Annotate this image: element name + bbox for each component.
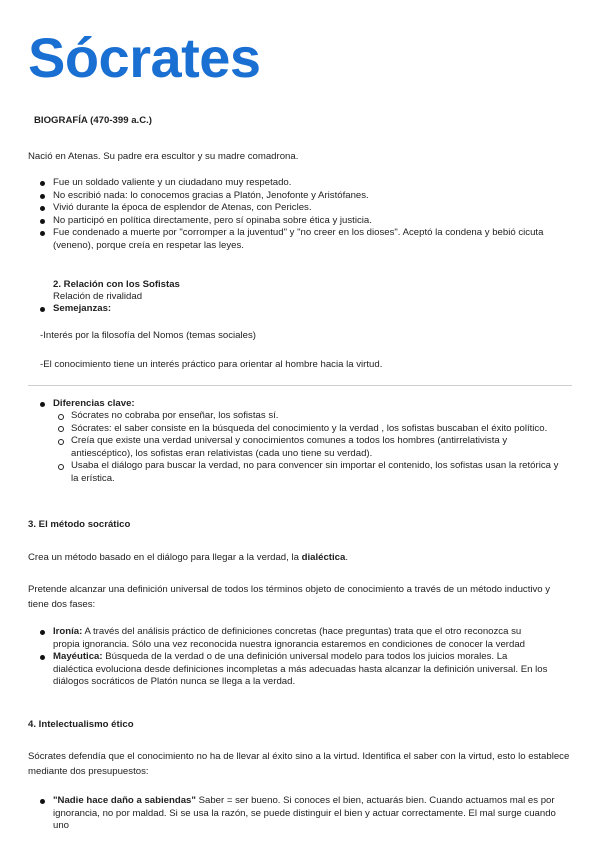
biography-list xyxy=(38,177,570,253)
list-item: No escribió nada: lo conocemos gracias a Platón, Jenofonte y Aristófanes. xyxy=(38,190,570,203)
differences-label: Diferencias clave: xyxy=(38,398,538,411)
list-item: Sócrates: el saber consiste en la búsqueda del conocimiento y la verdad , los sofistas buscaban el éxito político. xyxy=(56,423,568,436)
differences-items xyxy=(56,410,568,486)
intelectualismo-paragraph: Sócrates defendía que el conocimiento no ha de llevar al éxito sino a la virtud. Identifica el saber con la virtud, esto lo establece mediante dos presupuestos: xyxy=(28,751,570,777)
similarities-label: Semejanzas: xyxy=(38,303,538,316)
metodo-line-1: Crea un método basado en el diálogo para llegar a la verdad, la dialéctica. xyxy=(28,552,349,563)
similarities-list xyxy=(38,303,538,316)
list-item: Creía que existe una verdad universal y conocimientos comunes a todos los hombres (antirrelativista y antiescéptico), los sofistas eran relativistas (cada uno tiene su verdad). xyxy=(56,435,568,460)
dialectica-term: dialéctica xyxy=(301,552,346,563)
page-title: Sócrates xyxy=(28,26,261,89)
divider xyxy=(28,385,572,386)
similarity-1: -Interés por la filosofía del Nomos (temas sociales) xyxy=(40,330,256,341)
presupuesto-item: "Nadie hace daño a sabiendas" Saber = ser bueno. Si conoces el bien, actuarás bien. Cuando actuamos mal es por ignorancia, no por maldad. Si se usa la razón, se puede distinguir el bien y actuar correctamente. El mal surge cuando uno xyxy=(38,795,568,833)
intro-text: Nació en Atenas. Su padre era escultor y su madre comadrona. xyxy=(28,151,299,162)
biography-heading: BIOGRAFÍA (470-399 a.C.) xyxy=(34,115,152,126)
list-item: Fue un soldado valiente y un ciudadano muy respetado. xyxy=(38,177,570,190)
list-item: Vivió durante la época de esplendor de Atenas, con Pericles. xyxy=(38,202,570,215)
differences-list xyxy=(38,398,538,411)
list-item: Fue condenado a muerte por "corromper a la juventud" y "no creer en los dioses". Aceptó la condena y bebió cicuta (veneno), porque creía en respetar las leyes. xyxy=(38,227,570,252)
presupuestos-list xyxy=(38,795,568,833)
list-item: Usaba el diálogo para buscar la verdad, no para convencer sin importar el contenido, los sofistas usan la retórica y la erística. xyxy=(56,460,568,485)
list-item: Sócrates no cobraba por enseñar, los sofistas sí. xyxy=(56,410,568,423)
sofistas-heading: 2. Relación con los Sofistas xyxy=(53,279,180,290)
phases-list xyxy=(38,626,548,689)
list-item: No participó en política directamente, pero sí opinaba sobre ética y justicia. xyxy=(38,215,570,228)
intelectualismo-heading: 4. Intelectualismo ético xyxy=(28,719,134,730)
metodo-line-2: Pretende alcanzar una definición universal de todos los términos objeto de conocimiento a través de un método inductivo y tiene dos fases: xyxy=(28,584,551,610)
metodo-heading: 3. El método socrático xyxy=(28,519,131,530)
similarity-2: -El conocimiento tiene un interés práctico para orientar al hombre hacia la virtud. xyxy=(40,359,383,370)
phase-ironia: Ironía: A través del análisis práctico de definiciones concretas (hace preguntas) trata que el otro reconozca su propia ignorancia. Sólo una vez reconocida nuestra ignorancia estaremos en condiciones de conocer la verdad xyxy=(38,626,548,651)
phase-mayeutica: Mayéutica: Búsqueda de la verdad o de una definición universal modelo para todos los juicios morales. La dialéctica evoluciona desde definiciones incompletas a más adecuadas hasta alcanzar la definición universal. En los diálogos socráticos de Platón nunca se llega a la verdad. xyxy=(38,651,548,689)
sofistas-subtitle: Relación de rivalidad xyxy=(53,291,143,302)
